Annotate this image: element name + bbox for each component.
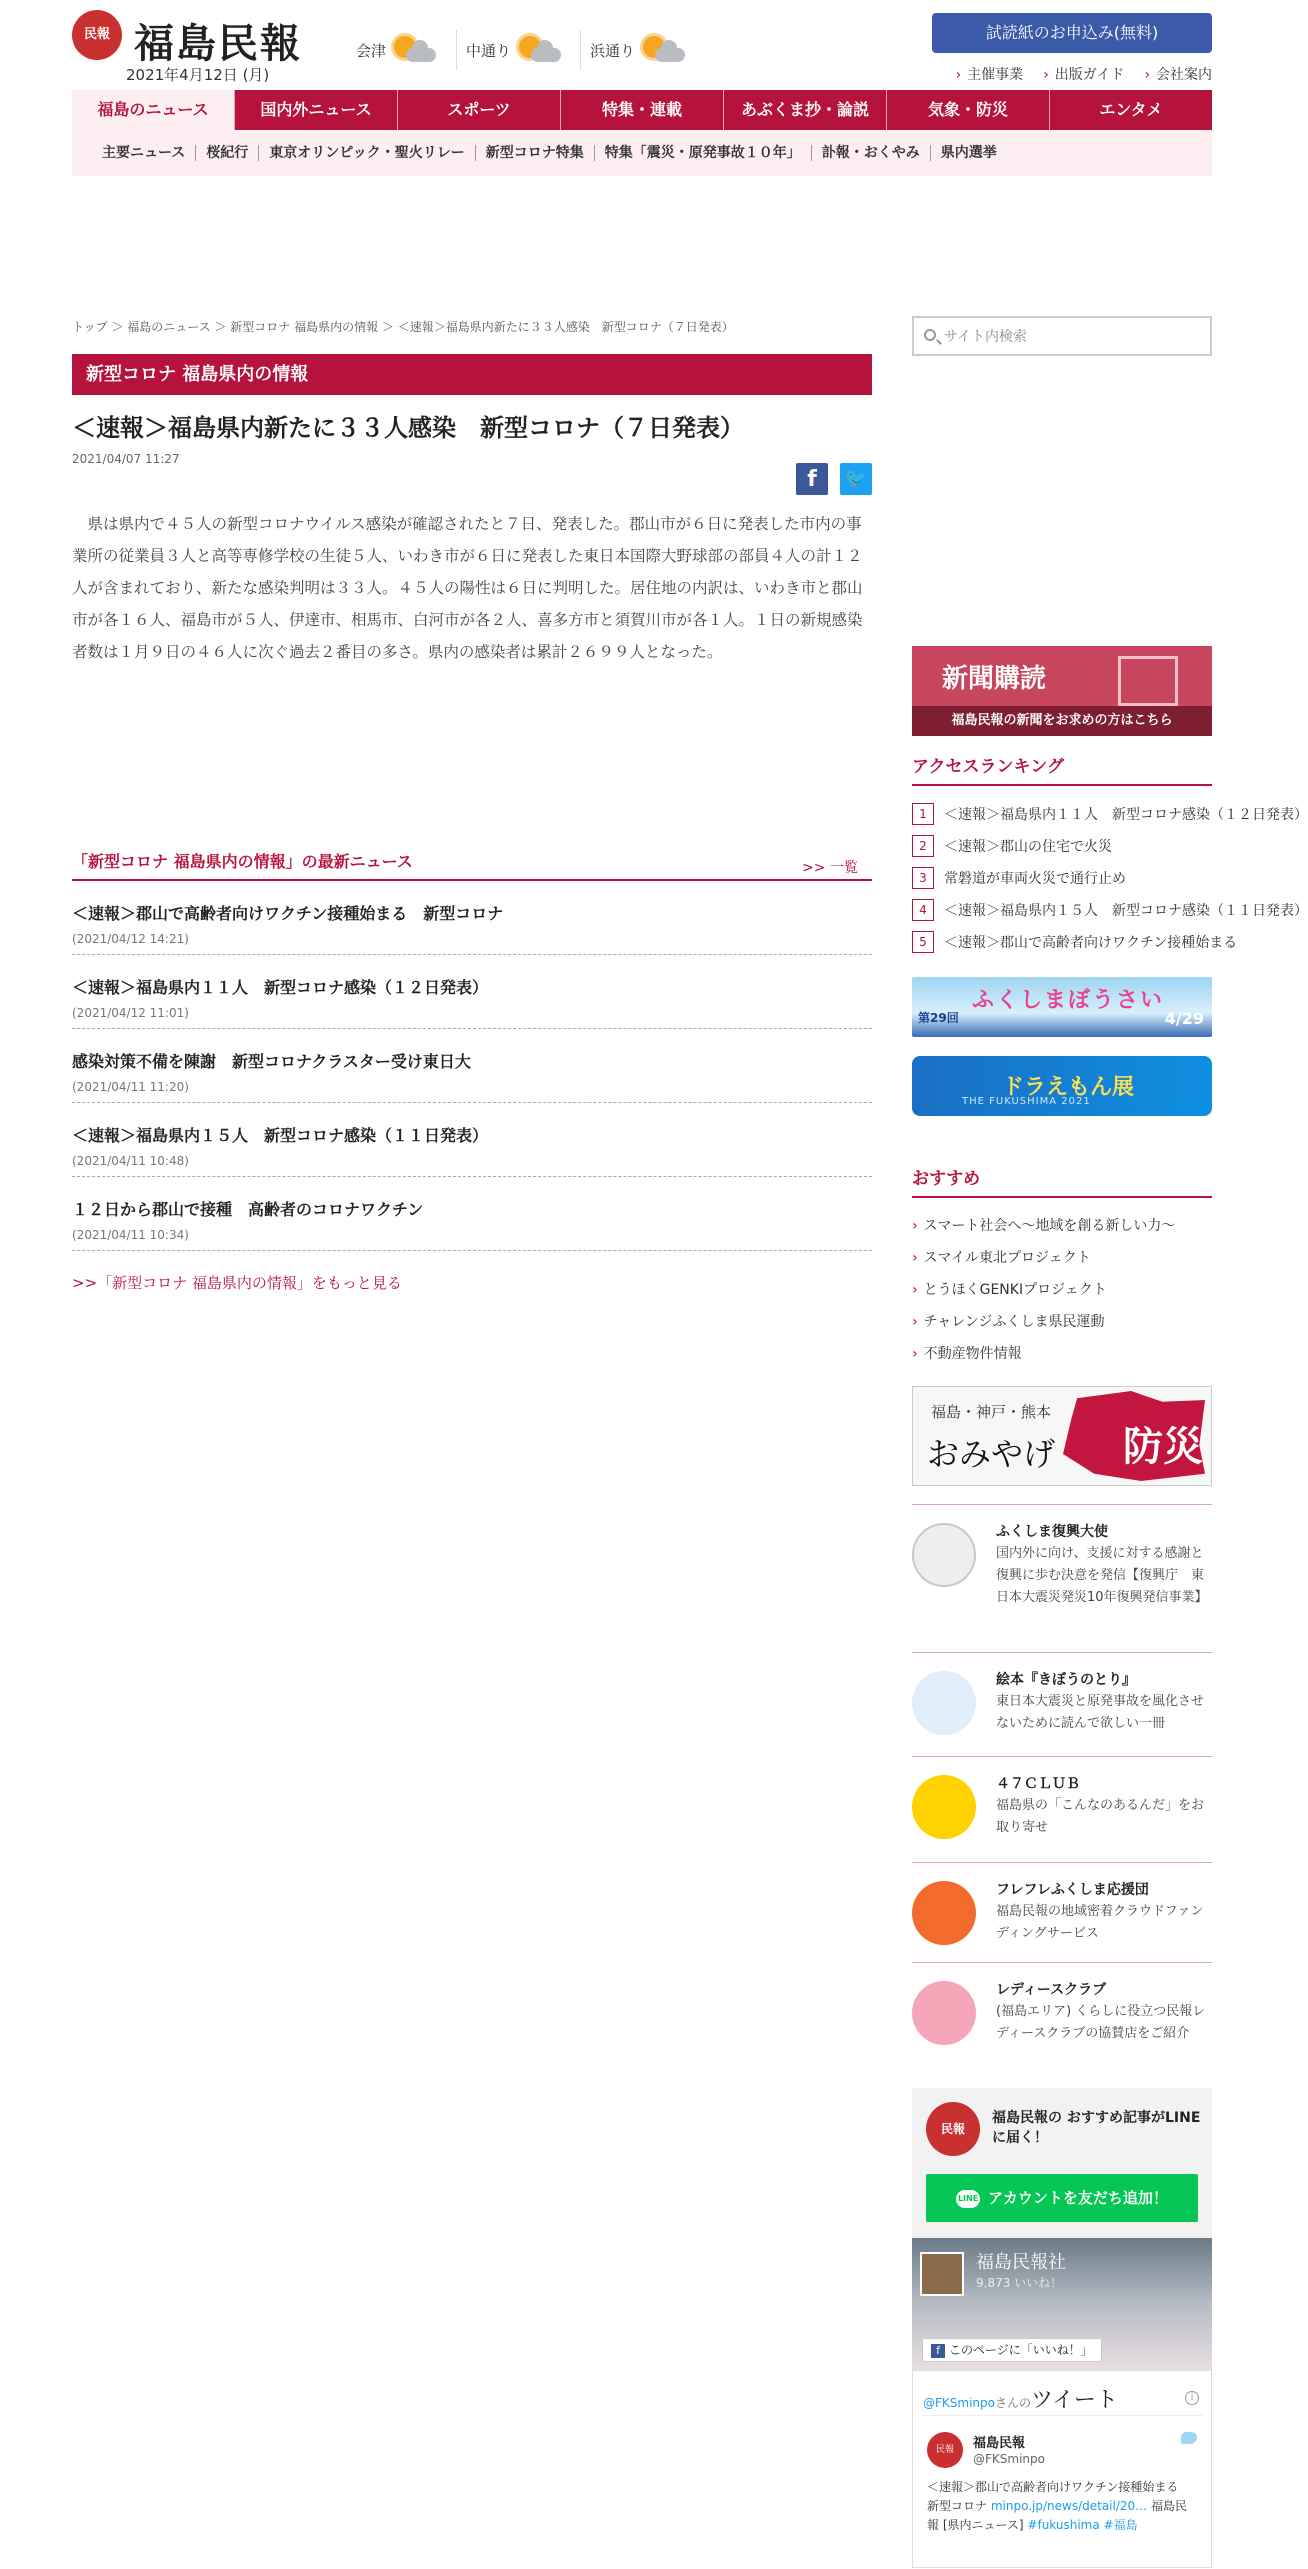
recommend-heading: おすすめ [912, 1164, 1212, 1198]
festival-edition: 第29回 [918, 1011, 959, 1025]
rank-number: 1 [912, 803, 934, 825]
sun-cloud-icon [641, 34, 687, 66]
recommend-list [912, 1210, 1212, 1370]
nav-features[interactable]: 特集・連載 [561, 90, 724, 130]
header-link-events[interactable] [956, 64, 1024, 84]
chevron-right-icon: › [912, 1250, 918, 1266]
weather-nakadori[interactable] [466, 32, 563, 68]
promo-ambassador[interactable] [912, 1504, 1212, 1609]
sub-nav [72, 130, 1212, 176]
47club-icon [912, 1775, 976, 1839]
facebook-like-count: 9,873 いいね！ [976, 2276, 1063, 2290]
rank-number: 2 [912, 835, 934, 857]
list-item[interactable] [72, 1103, 872, 1177]
omiyage-accent: 防災 [1123, 1423, 1203, 1470]
promo-47club[interactable] [912, 1756, 1212, 1839]
like-button-label: このページに「いいね！」 [949, 2343, 1093, 2357]
ranking-item[interactable] [912, 862, 1212, 894]
line-promo-text: 福島民報の おすすめ記事がLINEに届く！ [992, 2110, 1201, 2146]
latest-news-header [72, 849, 872, 881]
promo-crowdfunding[interactable] [912, 1862, 1212, 1945]
ambassador-icon [912, 1523, 976, 1587]
ranking-item[interactable] [912, 798, 1308, 830]
promo-desc: 東日本大震災と原発事故を風化させないために読んで欲しい一冊 [996, 1694, 1205, 1731]
news-date: (2021/04/11 10:34) [72, 1228, 189, 1242]
header-date: 2021年4月12日 (月) [126, 66, 270, 84]
ladies-club-icon [912, 1981, 976, 2045]
promo-desc: 福島民報の地域密着クラウドファンディングサービス [996, 1904, 1204, 1941]
site-search [912, 316, 1212, 356]
news-date: (2021/04/11 11:20) [72, 1080, 189, 1094]
omiyage-title: おみやげ [927, 1435, 1056, 1473]
chevron-right-icon: › [912, 1282, 918, 1298]
article-date: 2021/04/07 11:27 [72, 452, 180, 466]
promo-desc: 国内外に向け、支援に対する感謝と復興に歩む決意を発信【復興庁 東日本大震災発災10年復興発信事業】 [996, 1546, 1208, 1605]
line-add-friend-button[interactable] [926, 2174, 1198, 2222]
rank-number: 3 [912, 867, 934, 889]
twitter-share-icon[interactable]: 🐦 [840, 463, 872, 495]
ranking-item[interactable] [912, 830, 1212, 862]
tweet-body-2: 福島民報 [県内ニュース] [927, 2499, 1188, 2532]
twitter-bird-icon [1181, 2432, 1197, 2444]
news-title: 感染対策不備を陳謝 新型コロナクラスター受け東日大 [72, 1052, 471, 1071]
subscribe-caption: 福島民報の新聞をお求めの方はこちら [912, 706, 1212, 736]
subnav-covid[interactable]: 新型コロナ特集 [476, 145, 595, 161]
news-title: ＜速報＞福島県内１１人 新型コロナ感染（１２日発表） [72, 978, 489, 997]
article-body: 県は県内で４５人の新型コロナウイルス感染が確認されたと７日、発表した。郡山市が６日に発表した市内の事業所の従業員３人と高等専修学校の生徒５人、いわき市が６日に発表した東日本国際大野球部の部員４人の計１２人が含まれており、新たな感染判明は３３人。４５人の陽性は６日に判明した。居住地の内訳は、いわき市と郡山市が各１６人、福島市が５人、伊達市、相馬市、白河市が各２人、喜多方市と須賀川市が各１人。１日の新規感染者数は１月９日の４６人に次ぐ過去２番目の多さ。県内の感染者は累計２６９９人となった。 [72, 515, 863, 661]
doraemon-subtitle: THE FUKUSHIMA 2021 [962, 1096, 1091, 1107]
bird-icon [912, 1671, 976, 1735]
weather-divider [456, 30, 457, 70]
weather-hamadori[interactable] [590, 32, 687, 68]
subnav-disaster-10y[interactable]: 特集「震災・原発事故１０年」 [595, 145, 812, 161]
latest-news-list-link[interactable]: >> 一覧 [802, 860, 858, 876]
link-label: 出版ガイド [1054, 67, 1125, 83]
tweet-text [927, 2478, 1197, 2535]
subnav-olympics[interactable]: 東京オリンピック・聖火リレー [259, 145, 475, 161]
ranking-item[interactable] [912, 926, 1238, 958]
header-links [932, 64, 1212, 84]
tweet-author-handle: @FKSminpo [973, 2452, 1045, 2466]
tweet-card[interactable] [923, 2415, 1203, 2569]
recommend-item[interactable] [912, 1210, 1212, 1242]
chevron-right-icon: › [912, 1314, 918, 1330]
twitter-widget-header[interactable] [923, 2383, 1118, 2414]
weather-region-label: 会津 [356, 41, 387, 60]
subscribe-title: 新聞購読 [942, 664, 1047, 694]
list-item[interactable] [72, 1177, 872, 1251]
weather-aizu[interactable] [356, 32, 438, 68]
ranking-heading: アクセスランキング [912, 752, 1212, 786]
doraemon-title: ドラえもん展 [1002, 1075, 1135, 1100]
promo-title: ４７ＣＬＵＢ [996, 1776, 1080, 1792]
recommend-item[interactable] [912, 1242, 1212, 1274]
facebook-share-icon[interactable]: f [796, 463, 828, 495]
link-label: 会社案内 [1156, 67, 1212, 83]
festival-banner[interactable] [912, 977, 1212, 1037]
festival-date: 4/29 [1164, 1009, 1204, 1028]
cheer-icon [912, 1881, 976, 1945]
more-news-link[interactable]: >>「新型コロナ 福島県内の情報」をもっと見る [72, 1274, 402, 1292]
recommend-item[interactable] [912, 1274, 1212, 1306]
recommend-label: とうほくGENKIプロジェクト [923, 1282, 1107, 1298]
latest-news-list [72, 881, 872, 1251]
recommend-item[interactable] [912, 1306, 1212, 1338]
nav-entertainment[interactable]: エンタメ [1099, 100, 1163, 119]
header-link-publishing[interactable] [1043, 64, 1124, 84]
info-icon[interactable]: i [1185, 2391, 1199, 2405]
rank-title: ＜速報＞福島県内１１人 新型コロナ感染（１２日発表） [944, 807, 1308, 823]
subnav-obituaries[interactable]: 訃報・おくやみ [812, 145, 931, 161]
line-icon: LINE [956, 2190, 980, 2208]
latest-news-heading: 「新型コロナ 福島県内の情報」の最新ニュース [72, 852, 413, 871]
page-avatar[interactable] [920, 2252, 964, 2296]
list-item[interactable] [72, 1029, 872, 1103]
facebook-page-widget [912, 2238, 1212, 2370]
news-title: ＜速報＞郡山で高齢者向けワクチン接種始まる 新型コロナ [72, 904, 504, 923]
rank-number: 5 [912, 931, 934, 953]
recommend-label: 不動産物件情報 [923, 1346, 1022, 1362]
subnav-main-news[interactable]: 主要ニュース [92, 145, 196, 161]
twitter-head-suffix: さんの [994, 2396, 1031, 2410]
tweet-hashtags[interactable]: #fukushima #福島 [1027, 2518, 1138, 2532]
trial-subscription-button[interactable]: 試読紙のお申込み(無料) [932, 13, 1212, 53]
news-title: ＜速報＞福島県内１５人 新型コロナ感染（１１日発表） [72, 1126, 489, 1145]
section-title: 新型コロナ 福島県内の情報 [72, 354, 872, 395]
doraemon-banner[interactable] [912, 1056, 1212, 1116]
subnav-elections[interactable]: 県内選挙 [940, 145, 997, 161]
rank-title: ＜速報＞郡山の住宅で火災 [944, 839, 1112, 855]
recommend-label: スマート社会へ～地域を創る新しい力～ [923, 1218, 1176, 1234]
recommend-label: チャレンジふくしま県民運動 [923, 1314, 1105, 1330]
promo-desc: 福島県の「こんなのあるんだ」をお取り寄せ [996, 1798, 1205, 1835]
rank-number: 4 [912, 899, 934, 921]
chevron-right-icon: › [1043, 67, 1049, 83]
rank-title: ＜速報＞福島県内１５人 新型コロナ感染（１１日発表） [944, 903, 1308, 919]
twitter-timeline-widget [912, 2370, 1212, 2568]
promo-desc: (福島エリア) くらしに役立つ民報レディースクラブの協賛店をご紹介 [996, 2004, 1206, 2041]
tweet-link[interactable]: minpo.jp/news/detail/20… [990, 2499, 1148, 2513]
logo-mark[interactable]: 民報 [72, 10, 122, 60]
search-input[interactable] [944, 324, 1204, 350]
ranking-item[interactable] [912, 894, 1308, 926]
promo-title: 絵本『きぼうのとり』 [996, 1672, 1136, 1688]
news-date: (2021/04/11 10:48) [72, 1154, 189, 1168]
subnav-sakura[interactable]: 桜紀行 [196, 145, 259, 161]
rank-title: ＜速報＞郡山で高齢者向けワクチン接種始まる [944, 935, 1238, 951]
recommend-label: スマイル東北プロジェクト [923, 1250, 1091, 1266]
twitter-head-title: ツイート [1031, 2388, 1118, 2413]
news-date: (2021/04/12 11:01) [72, 1006, 189, 1020]
nav-editorial[interactable]: あぶくま抄・論説 [724, 90, 887, 130]
line-promo [912, 2088, 1212, 2238]
search-icon[interactable] [924, 329, 936, 341]
weather-region-label: 浜通り [590, 41, 636, 60]
promo-title: ふくしま復興大使 [996, 1524, 1108, 1540]
minpo-logo-icon: 民報 [926, 2102, 980, 2156]
facebook-page-name[interactable]: 福島民報社 [976, 2252, 1066, 2273]
weather-divider [580, 30, 581, 70]
nav-fukushima-news[interactable]: 福島のニュース [72, 90, 235, 130]
sun-cloud-icon [517, 34, 563, 66]
nav-sports[interactable]: スポーツ [398, 90, 561, 130]
nav-domestic-world[interactable]: 国内外ニュース [235, 90, 398, 130]
article-title: ＜速報＞福島県内新たに３３人感染 新型コロナ（７日発表） [72, 414, 744, 442]
chevron-right-icon: › [912, 1218, 918, 1234]
newspaper-icon [1118, 656, 1178, 706]
festival-title: ふくしまぼうさい [972, 988, 1165, 1013]
site-logo[interactable]: 福島民報 [134, 20, 302, 67]
weather-region-label: 中通り [466, 41, 512, 60]
twitter-handle-link: @FKSminpo [923, 2396, 995, 2410]
facebook-like-button[interactable] [922, 2338, 1102, 2362]
chevron-right-icon: › [1144, 67, 1150, 83]
ranking-list [912, 798, 1308, 958]
sun-cloud-icon [392, 34, 438, 66]
global-nav [72, 90, 1212, 130]
promo-picture-book[interactable] [912, 1652, 1212, 1735]
news-title: １２日から郡山で接種 高齢者のコロナワクチン [72, 1200, 424, 1219]
subscribe-banner[interactable] [912, 646, 1212, 736]
list-item[interactable] [72, 881, 872, 955]
avatar[interactable]: 民報 [927, 2432, 963, 2468]
header-link-company[interactable] [1144, 64, 1212, 84]
promo-ladies-club[interactable] [912, 1962, 1212, 2045]
tweet-body: ＜速報＞郡山で高齢者向けワクチン接種始まる 新型コロナ [927, 2480, 1191, 2513]
tweet-author-name[interactable]: 福島民報 [973, 2436, 1026, 2451]
promo-title: フレフレふくしま応援団 [996, 1882, 1149, 1898]
facebook-icon: f [931, 2344, 945, 2358]
omiyage-subtitle: 福島・神戸・熊本 [931, 1403, 1052, 1421]
list-item[interactable] [72, 955, 872, 1029]
link-label: 主催事業 [967, 67, 1024, 83]
nav-weather-disaster[interactable]: 気象・防災 [887, 90, 1050, 130]
recommend-item[interactable] [912, 1338, 1212, 1370]
chevron-right-icon: › [955, 67, 962, 83]
breadcrumb[interactable]: トップ ＞ 福島のニュース ＞ 新型コロナ 福島県内の情報 ＞ ＜速報＞福島県内新たに３３人感染 新型コロナ（７日発表） [72, 320, 734, 334]
rank-title: 常磐道が車両火災で通行止め [944, 871, 1126, 887]
omiyage-bousai-banner[interactable] [912, 1386, 1212, 1486]
news-date: (2021/04/12 14:21) [72, 932, 189, 946]
chevron-right-icon: › [912, 1346, 918, 1362]
promo-title: レディースクラブ [996, 1982, 1107, 1998]
line-button-label: アカウントを友だち追加！ [988, 2189, 1168, 2207]
